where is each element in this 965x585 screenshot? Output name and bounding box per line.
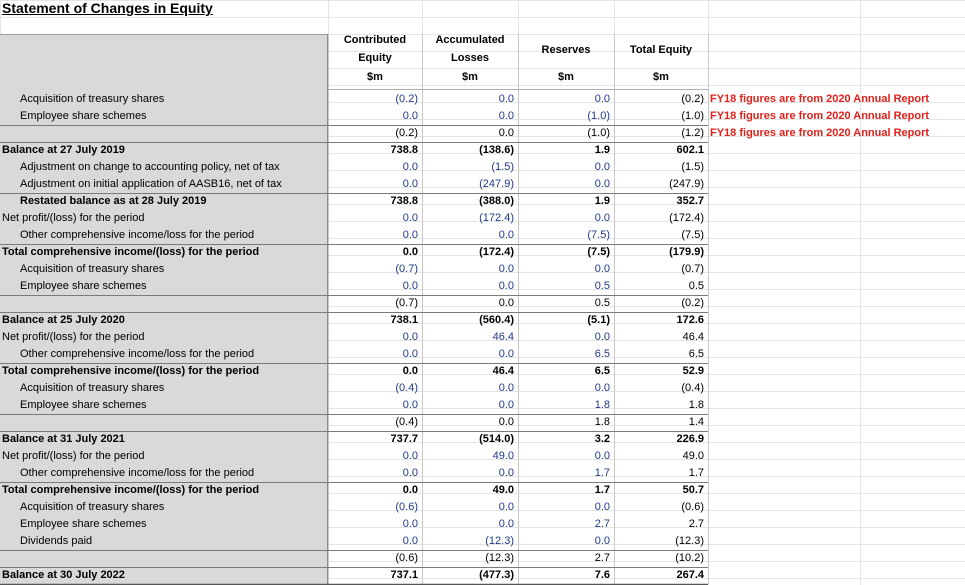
- table-row: [0, 346, 965, 363]
- contributed-equity-cell[interactable]: 0.0: [402, 535, 418, 547]
- total-equity-cell[interactable]: (172.4): [669, 212, 704, 224]
- reserves-cell[interactable]: 0.0: [594, 263, 610, 275]
- table-row: [0, 448, 965, 465]
- row-label[interactable]: Balance at 25 July 2020: [2, 314, 125, 326]
- contributed-equity-cell[interactable]: (0.7): [395, 297, 418, 309]
- total-equity-cell[interactable]: 50.7: [682, 484, 704, 496]
- column-header-line: Equity: [358, 52, 392, 64]
- accumulated-losses-cell[interactable]: 0.0: [498, 518, 514, 530]
- row-label[interactable]: Employee share schemes: [20, 110, 147, 122]
- column-header[interactable]: [422, 34, 518, 89]
- reserves-cell[interactable]: 0.5: [594, 297, 610, 309]
- reserves-cell[interactable]: 2.7: [594, 552, 610, 564]
- table-row: [0, 414, 965, 431]
- contributed-equity-cell[interactable]: 0.0: [402, 399, 418, 411]
- row-label[interactable]: Adjustment on initial application of AASB16, net of tax: [20, 178, 282, 190]
- row-label[interactable]: Balance at 27 July 2019: [2, 144, 125, 156]
- total-equity-cell[interactable]: (7.5): [681, 229, 704, 241]
- accumulated-losses-cell[interactable]: 0.0: [498, 229, 514, 241]
- accumulated-losses-cell[interactable]: 0.0: [498, 382, 514, 394]
- reserves-cell[interactable]: 1.9: [594, 144, 610, 156]
- row-label[interactable]: [0, 295, 327, 312]
- total-equity-cell[interactable]: 1.8: [688, 399, 704, 411]
- row-label[interactable]: Total comprehensive income/(loss) for the period: [2, 246, 260, 258]
- column-header-line: $m: [653, 71, 669, 83]
- annotation-note[interactable]: FY18 figures are from 2020 Annual Report: [710, 93, 930, 105]
- accumulated-losses-cell[interactable]: 49.0: [492, 450, 514, 462]
- contributed-equity-cell[interactable]: (0.6): [395, 501, 418, 513]
- row-label[interactable]: Balance at 31 July 2021: [2, 433, 125, 445]
- reserves-cell[interactable]: (7.5): [587, 246, 610, 258]
- accumulated-losses-cell[interactable]: (514.0): [479, 433, 514, 445]
- accumulated-losses-cell[interactable]: (12.3): [485, 552, 514, 564]
- reserves-cell[interactable]: (5.1): [587, 314, 610, 326]
- total-equity-cell[interactable]: 6.5: [688, 348, 704, 360]
- accumulated-losses-cell[interactable]: (172.4): [479, 246, 514, 258]
- accumulated-losses-cell[interactable]: 0.0: [498, 93, 514, 105]
- reserves-cell[interactable]: 1.8: [594, 399, 610, 411]
- reserves-cell[interactable]: (1.0): [587, 127, 610, 139]
- total-equity-cell[interactable]: 602.1: [676, 144, 704, 156]
- reserves-cell[interactable]: 0.0: [594, 382, 610, 394]
- table-row: [0, 176, 965, 193]
- total-equity-cell[interactable]: 172.6: [676, 314, 704, 326]
- contributed-equity-cell[interactable]: 0.0: [402, 518, 418, 530]
- reserves-cell[interactable]: (7.5): [587, 229, 610, 241]
- table-row: [0, 295, 965, 312]
- total-equity-cell[interactable]: 46.4: [682, 331, 704, 343]
- table-row: [0, 499, 965, 516]
- contributed-equity-cell[interactable]: 0.0: [402, 212, 418, 224]
- table-row: [0, 465, 965, 482]
- reserves-cell[interactable]: 1.7: [594, 484, 610, 496]
- table-row: [0, 363, 965, 380]
- row-label[interactable]: Other comprehensive income/loss for the period: [20, 229, 255, 241]
- total-equity-cell[interactable]: 0.5: [688, 280, 704, 292]
- contributed-equity-cell[interactable]: 0.0: [402, 450, 418, 462]
- row-label[interactable]: Restated balance as at 28 July 2019: [20, 195, 207, 207]
- row-label[interactable]: [0, 414, 327, 431]
- contributed-equity-cell[interactable]: 0.0: [402, 467, 418, 479]
- reserves-cell[interactable]: 1.8: [594, 416, 610, 428]
- row-label[interactable]: [0, 125, 327, 142]
- total-equity-cell[interactable]: 226.9: [676, 433, 704, 445]
- total-equity-cell[interactable]: (0.6): [681, 501, 704, 513]
- total-equity-cell[interactable]: (0.2): [681, 93, 704, 105]
- total-equity-cell[interactable]: (1.2): [681, 127, 704, 139]
- contributed-equity-cell[interactable]: 738.8: [390, 144, 418, 156]
- table-row: [0, 210, 965, 227]
- accumulated-losses-cell[interactable]: 0.0: [498, 263, 514, 275]
- total-equity-cell[interactable]: (10.2): [675, 552, 704, 564]
- reserves-cell[interactable]: (1.0): [587, 110, 610, 122]
- row-label[interactable]: Acquisition of treasury shares: [20, 501, 165, 513]
- reserves-cell[interactable]: 6.5: [594, 348, 610, 360]
- reserves-cell[interactable]: 7.6: [594, 569, 610, 581]
- contributed-equity-cell[interactable]: 0.0: [402, 161, 418, 173]
- table-row: [0, 159, 965, 176]
- contributed-equity-cell[interactable]: 0.0: [402, 178, 418, 190]
- total-equity-cell[interactable]: (12.3): [675, 535, 704, 547]
- total-equity-cell[interactable]: 2.7: [688, 518, 704, 530]
- column-header-line: $m: [558, 71, 574, 83]
- reserves-cell[interactable]: 1.7: [594, 467, 610, 479]
- row-label[interactable]: Acquisition of treasury shares: [20, 93, 165, 105]
- row-label[interactable]: Employee share schemes: [20, 280, 147, 292]
- column-header[interactable]: [518, 34, 614, 89]
- column-header[interactable]: [328, 34, 422, 89]
- row-label[interactable]: Employee share schemes: [20, 399, 147, 411]
- column-header-line: $m: [367, 71, 383, 83]
- reserves-cell[interactable]: 0.0: [594, 93, 610, 105]
- column-header-line: Reserves: [541, 44, 591, 56]
- contributed-equity-cell[interactable]: 738.8: [390, 195, 418, 207]
- annotation-note[interactable]: FY18 figures are from 2020 Annual Report: [710, 110, 930, 122]
- table-row: [0, 312, 965, 329]
- table-row: [0, 142, 965, 159]
- accumulated-losses-cell[interactable]: 0.0: [498, 501, 514, 513]
- accumulated-losses-cell[interactable]: (388.0): [479, 195, 514, 207]
- total-equity-cell[interactable]: (0.4): [681, 382, 704, 394]
- total-equity-cell[interactable]: 267.4: [676, 569, 704, 581]
- accumulated-losses-cell[interactable]: (477.3): [479, 569, 514, 581]
- contributed-equity-cell[interactable]: 737.7: [390, 433, 418, 445]
- accumulated-losses-cell[interactable]: (172.4): [479, 212, 514, 224]
- row-label[interactable]: Acquisition of treasury shares: [20, 382, 165, 394]
- accumulated-losses-cell[interactable]: 0.0: [498, 416, 514, 428]
- column-header-line: Losses: [451, 52, 489, 64]
- row-label[interactable]: Employee share schemes: [20, 518, 147, 530]
- row-label[interactable]: Adjustment on change to accounting policy, net of tax: [20, 161, 280, 173]
- accumulated-losses-cell[interactable]: (138.6): [479, 144, 514, 156]
- total-equity-cell[interactable]: (0.2): [681, 297, 704, 309]
- accumulated-losses-cell[interactable]: (560.4): [479, 314, 514, 326]
- row-label[interactable]: Net profit/(loss) for the period: [2, 331, 145, 343]
- column-header-line: Accumulated: [435, 34, 505, 46]
- sheet-title[interactable]: Statement of Changes in Equity: [2, 0, 213, 16]
- table-row: [0, 533, 965, 550]
- accumulated-losses-cell[interactable]: 0.0: [498, 110, 514, 122]
- annotation-note[interactable]: FY18 figures are from 2020 Annual Report: [710, 127, 930, 139]
- table-row: [0, 380, 965, 397]
- reserves-cell[interactable]: 0.0: [594, 161, 610, 173]
- column-header[interactable]: [614, 34, 708, 89]
- table-row: [0, 550, 965, 567]
- accumulated-losses-cell[interactable]: 0.0: [498, 467, 514, 479]
- contributed-equity-cell[interactable]: 0.0: [402, 348, 418, 360]
- reserves-cell[interactable]: 0.0: [594, 331, 610, 343]
- total-equity-cell[interactable]: (1.5): [681, 161, 704, 173]
- table-row: [0, 227, 965, 244]
- accumulated-losses-cell[interactable]: 46.4: [492, 365, 514, 377]
- reserves-cell[interactable]: 2.7: [594, 518, 610, 530]
- contributed-equity-cell[interactable]: 737.1: [390, 569, 418, 581]
- accumulated-losses-cell[interactable]: 0.0: [498, 399, 514, 411]
- total-equity-cell[interactable]: 1.4: [688, 416, 704, 428]
- total-equity-cell[interactable]: (179.9): [669, 246, 704, 258]
- contributed-equity-cell[interactable]: 0.0: [402, 246, 418, 258]
- row-label[interactable]: Other comprehensive income/loss for the period: [20, 348, 255, 360]
- column-header-line: $m: [462, 71, 478, 83]
- total-equity-cell[interactable]: 352.7: [676, 195, 704, 207]
- table-row: [0, 516, 965, 533]
- total-equity-cell[interactable]: 49.0: [682, 450, 704, 462]
- table-row: [0, 244, 965, 261]
- contributed-equity-cell[interactable]: (0.4): [395, 382, 418, 394]
- accumulated-losses-cell[interactable]: 0.0: [498, 280, 514, 292]
- row-label[interactable]: Total comprehensive income/(loss) for the period: [2, 365, 260, 377]
- reserves-cell[interactable]: 6.5: [594, 365, 610, 377]
- column-header-line: Contributed: [343, 34, 407, 46]
- contributed-equity-cell[interactable]: 0.0: [402, 331, 418, 343]
- reserves-cell[interactable]: 0.0: [594, 178, 610, 190]
- table-row: [0, 261, 965, 278]
- contributed-equity-cell[interactable]: 0.0: [402, 280, 418, 292]
- contributed-equity-cell[interactable]: 0.0: [402, 229, 418, 241]
- total-equity-cell[interactable]: 1.7: [688, 467, 704, 479]
- reserves-cell[interactable]: 0.0: [594, 450, 610, 462]
- total-equity-cell[interactable]: (1.0): [681, 110, 704, 122]
- table-row: [0, 91, 965, 108]
- row-label[interactable]: Other comprehensive income/loss for the period: [20, 467, 255, 479]
- accumulated-losses-cell[interactable]: (247.9): [479, 178, 514, 190]
- reserves-cell[interactable]: 0.0: [594, 212, 610, 224]
- contributed-equity-cell[interactable]: 0.0: [402, 484, 418, 496]
- contributed-equity-cell[interactable]: (0.7): [395, 263, 418, 275]
- contributed-equity-cell[interactable]: (0.2): [395, 127, 418, 139]
- reserves-cell[interactable]: 3.2: [594, 433, 610, 445]
- table-row: [0, 482, 965, 499]
- table-row: [0, 108, 965, 125]
- row-label[interactable]: [0, 550, 327, 567]
- table-row: [0, 125, 965, 142]
- reserves-cell[interactable]: 0.5: [594, 280, 610, 292]
- table-row: [0, 278, 965, 295]
- accumulated-losses-cell[interactable]: 0.0: [498, 297, 514, 309]
- table-row: [0, 567, 965, 584]
- row-label[interactable]: Total comprehensive income/(loss) for the period: [2, 484, 260, 496]
- contributed-equity-cell[interactable]: 0.0: [402, 365, 418, 377]
- row-label[interactable]: Acquisition of treasury shares: [20, 263, 165, 275]
- reserves-cell[interactable]: 1.9: [594, 195, 610, 207]
- table-row: [0, 431, 965, 448]
- reserves-cell[interactable]: 0.0: [594, 501, 610, 513]
- row-label[interactable]: Net profit/(loss) for the period: [2, 450, 145, 462]
- contributed-equity-cell[interactable]: (0.4): [395, 416, 418, 428]
- contributed-equity-cell[interactable]: (0.6): [395, 552, 418, 564]
- total-equity-cell[interactable]: (0.7): [681, 263, 704, 275]
- table-row: [0, 329, 965, 346]
- table-row: [0, 193, 965, 210]
- contributed-equity-cell[interactable]: (0.2): [395, 93, 418, 105]
- contributed-equity-cell[interactable]: 738.1: [390, 314, 418, 326]
- reserves-cell[interactable]: 0.0: [594, 535, 610, 547]
- accumulated-losses-cell[interactable]: 0.0: [498, 348, 514, 360]
- total-equity-cell[interactable]: 52.9: [682, 365, 704, 377]
- accumulated-losses-cell[interactable]: 46.4: [492, 331, 514, 343]
- column-header-line: Total Equity: [629, 44, 693, 56]
- accumulated-losses-cell[interactable]: (1.5): [491, 161, 514, 173]
- contributed-equity-cell[interactable]: 0.0: [402, 110, 418, 122]
- table-row: [0, 397, 965, 414]
- row-label[interactable]: Net profit/(loss) for the period: [2, 212, 145, 224]
- row-label[interactable]: Balance at 30 July 2022: [2, 569, 125, 581]
- row-label[interactable]: Dividends paid: [20, 535, 93, 547]
- accumulated-losses-cell[interactable]: 49.0: [492, 484, 514, 496]
- accumulated-losses-cell[interactable]: (12.3): [485, 535, 514, 547]
- accumulated-losses-cell[interactable]: 0.0: [498, 127, 514, 139]
- total-equity-cell[interactable]: (247.9): [669, 178, 704, 190]
